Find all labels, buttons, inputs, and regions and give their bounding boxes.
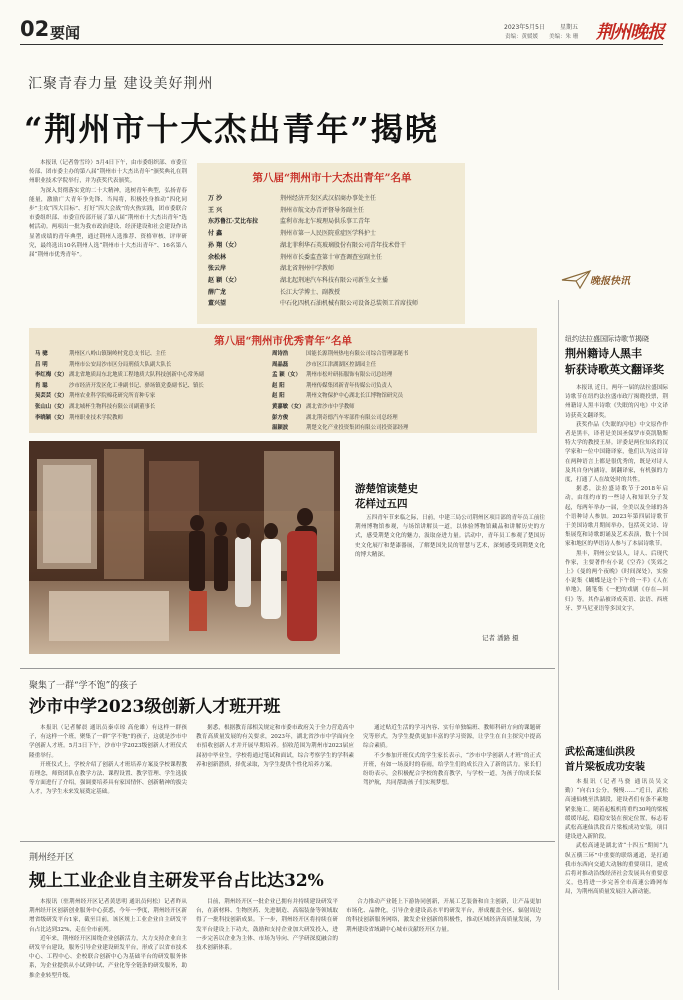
photo-story-paragraph: 五四青年节来临之际，日前，中建三局公司荆州区项目部的青年员工前往荆州博物馆参观，与场馆讲解员一道，以体验博物馆藏品和讲解历史的方式，感受荆楚文化的魅力，汲取奋进力量。活动中，青年员工参观了楚国历史文化展厅和楚漆器展，了解楚国先民的智慧与艺术，深刻感受到荆楚文化的博大精深。 [355, 515, 545, 558]
list-item [35, 413, 267, 424]
winner-name: 万 沙 [208, 195, 223, 202]
list-item [208, 252, 468, 264]
winner-title: 荆州文物保护中心湖北长江博物馆研究员 [306, 393, 404, 400]
lead-body [29, 159, 187, 319]
winner-title: 荆州传媒集团新青年传媒公司负责人 [306, 382, 393, 389]
winner-name: 东苏鲁江·艾比布拉 [208, 218, 259, 226]
winner-title: 湖北菲利华石英玻璃股份有限公司青年技术骨干 [280, 241, 407, 249]
top-ten-title: 第八届“荆州市十大杰出青年”名单 [252, 172, 412, 184]
list-item [272, 349, 534, 360]
story2-col3 [363, 724, 541, 834]
winner-title: 沙市区江津湖湖区控湖园主任 [306, 361, 377, 368]
photo-story-body [355, 514, 545, 630]
excellent-list-right [272, 349, 534, 434]
winner-title: 荆州职业技术学院教师 [69, 414, 123, 421]
news2-headline [565, 745, 645, 775]
winner-name: 张山山（女） [35, 403, 68, 410]
news1-body [565, 384, 668, 726]
winner-title: 湖北省地质局东北地质工程地质大队科技创新中心常务副 [69, 372, 204, 379]
winner-title: 沙市经济开发区化工垂副书记、驿场镇党委副书记、镇长 [69, 382, 204, 389]
photo-story-headline-line: 花样过五四 [355, 498, 408, 510]
story2-headline: 沙市中学2023级创新人才班开班 [29, 697, 281, 717]
list-item [208, 275, 468, 287]
story2-paragraph: 不少参加开班仪式的学生家长表示，“沙市中学创新人才班”的正式开班，有如一场及时的春雨，给学生们的成长注入了新的活力。家长们纷纷表示，会积极配合学校的教育教学，与学校一道，为孩子的成长保驾护航，共同帮助孩子们实现梦想。 [363, 752, 541, 787]
winner-name: 赵 阳 [272, 382, 285, 389]
story2-paragraph: 据悉，根据教育部相关规定和市委市政府关于全力营造高中教育高质量发展的有关要求，2023年，湖北省沙市中学面向全市招收创新人才并开展早期培养。招收范围为荆州市2023届应届初中毕业生，学校将通过笔试和面试，综合考察学生的学科素养和创新潜质，择优录取，为学生提供个性化培养方案。 [196, 725, 354, 768]
winner-name: 周晶磊 [272, 361, 289, 368]
winner-title: 长江大学博士、副教授 [280, 288, 341, 296]
list-item [35, 360, 267, 371]
photo-story-headline-line: 游楚馆读楚史 [355, 483, 418, 495]
story3-col1 [29, 898, 187, 993]
winner-name: 肖 聪 [35, 382, 48, 389]
winner-name: 孙 翔（女） [208, 241, 241, 249]
editor-credit: 责编：黄媛媛 [505, 34, 539, 40]
winner-name: 付 鑫 [208, 230, 223, 238]
list-item [208, 298, 468, 310]
story3-paragraph: 本报讯（驻荆州经开区记者黄思明 通讯员何松）记者昨从荆州经开区创新创业服务中心获悉，今年一季度，荆州经开区新增省级研发平台1家，截至目前，该区规上工业企业自主研发平台占比达到32%，走在全市前列。 [29, 899, 187, 933]
list-item [208, 205, 468, 217]
page-number: 02 [20, 17, 50, 41]
winner-name: 孟 颖（女） [272, 372, 301, 379]
list-item [208, 228, 468, 240]
issue-weekday: 星期五 [560, 24, 579, 31]
winner-title: 荆州市长委监查第十审查调查室副主任 [280, 253, 383, 261]
list-item [272, 360, 534, 371]
header-rule [20, 44, 663, 45]
list-item [35, 381, 267, 392]
winner-name: 吴芸芸（女） [35, 393, 68, 400]
photo-story-headline [355, 482, 418, 512]
lead-headline: “荆州市十大杰出青年”揭晓 [24, 110, 439, 148]
winner-title: 荆州农业科学院棉花研究所育种专家 [69, 393, 156, 400]
winner-name: 赵 阳 [272, 393, 285, 400]
section-rule [20, 841, 555, 842]
lead-paragraph: 本报讯（记者鲁雪玲）5月4日下午，由市委组织部、市委宣传部、团市委主办的第八届“荆州市十大杰出青年”颁奖典礼在荆州职业技术学院举行，并为获奖代表颁奖。 [29, 160, 187, 185]
news1-headline-line: 斩获诗歌英文翻译奖 [565, 363, 664, 376]
news2-paragraph: 武松高速是湖北省“十四五”期间“九纵五横三环”中重要的联络通道，是打通我市东西向交通大动脉的重要项目，建成后将对推动沿线经济社会发展具有重要意义，也将进一步完善全市高速公路网布局，为荆州高质量发展注入新动能。 [565, 843, 668, 896]
story3-paragraph: 合力推动产业链上下游协同创新，开展工艺装备和自主创新，让产品更加市场化、品牌化，引导企业建设高水平的研发平台，形成覆盖全区、辐射周边的科技创新服务网络，激发企业创新的积极性，推动区域经济高质量发展，为荆州建设省域副中心城市贡献经开区力量。 [346, 899, 541, 933]
list-item [208, 263, 468, 275]
story3-headline: 规上工业企业自主研发平台占比达32% [29, 871, 324, 891]
winner-name: 马 骢 [35, 351, 48, 357]
winner-title: 荆州市松叶研拓服饰有限公司总经理 [306, 372, 393, 379]
list-item [35, 402, 267, 413]
winner-name: 董兴望 [208, 300, 227, 308]
winner-title: 荆州市第一人民医院重症医学科护士 [280, 230, 377, 238]
winner-title: 湖北荆奇德汽车零部件有限公司总经理 [306, 414, 398, 421]
story2-paragraph: 本报讯（记者解晨 通讯员秦卓琼 高伦雄）有这样一群孩子，有这样一个班，聚集了一群“学不饱”的孩子，这就是沙市中学创新人才班。5月3日下午，沙市中学2023级创新人才班仪式隆重举行。 [29, 725, 187, 759]
winner-title: 监利市海北乍坡理局供乐事工青年 [280, 218, 371, 226]
story3-paragraph: 目前，荆州经开区一批企业已拥有并持续建设研发平台，在新材料、生物医药、先进制造、高端装备等领域取得了一批科技创新成果。下一步，荆州经开区将持续在研发平台建设上下功夫，鼓励和支持企业加大研发投入，进一步完善以企业为主体、市场为导向、产学研深度融合的技术创新体系。 [196, 899, 338, 952]
winner-name: 薛广龙 [208, 288, 227, 296]
issue-date: 2023年5月5日 [504, 24, 545, 31]
list-item [272, 413, 534, 424]
list-item [272, 391, 534, 402]
story2-kicker: 聚集了一群“学不饱”的孩子 [29, 681, 138, 691]
winner-name: 温颖波 [272, 425, 289, 432]
list-item [35, 349, 267, 360]
winner-name: 黄嘉敏（女） [272, 403, 305, 410]
excellent-title: 第八届“荆州市优秀青年”名单 [213, 335, 353, 347]
winner-name: 赵 颖（女） [208, 276, 241, 284]
list-item [208, 216, 468, 228]
winner-name: 彭方俊 [272, 414, 289, 421]
winner-title: 湖北起荆速汽车科技有限公司新生女主播 [280, 276, 389, 284]
news1-paragraph: 本报讯 近日，两年一届的法拉盛国际诗歌节在纽约法拉盛市政厅揭晓投票，荆州籍诗人黑丰诗歌《失眠的闪电》中文译诗获英文翻译奖。 [565, 385, 668, 419]
news1-kicker: 纽约法拉盛国际诗歌节揭晓 [565, 335, 649, 343]
museum-photo-image [29, 441, 340, 654]
story2-col1 [29, 724, 187, 834]
story2-col2 [196, 724, 354, 834]
news1-paragraph: 据悉，法拉盛诗歌节于2018年启动，由纽约市的一些诗人和知识分子发起，每两年举办一届，全美以及全球的各个语种诗人参加。2023年第四届诗歌节于美国诗歌月期间举办，包括英文诗、诗集展览和诗歌朗诵及艺术表演，数十个国家和地区的华语诗人参与了本届诗歌节。 [565, 486, 668, 548]
top-ten-list [208, 193, 468, 310]
winner-title: 国能长源荆州热电有限公司综合管理部秘书 [306, 351, 409, 357]
section-name: 要闻 [50, 24, 81, 42]
brief-logo-text: 晚报快讯 [590, 276, 630, 287]
list-item [35, 370, 267, 381]
news1-paragraph: 获奖作品《失眠的闪电》中文原作作者是黑丰，译者是美国圣保罗市莫凯勒斯特大学的教授王屏。评委是两位知名的汉学家和一位中国籍译家，他们认为这首诗在两种语言上都是很优秀的，既是对诗人及其自身内涵诗，制翻译家，有机强的力度，打通了人在故处时的共性。 [565, 421, 668, 484]
story3-paragraph: 近年来，荆州经开区围绕企业创新活力，大力支持企业自主研发平台建设，服务引导企业建设研发平台，形成了以省市技术中心、工程中心、企校联合创新中心为基础平台的研发服务体系，为企业提供从小试到中试、产业化等全链条的研发服务，助推企业转型升级。 [29, 935, 187, 979]
story3-kicker: 荆州经开区 [29, 853, 75, 863]
museum-photo [29, 441, 340, 654]
news2-headline-line: 首片梁板成功安装 [565, 762, 645, 773]
list-item [35, 391, 267, 402]
news2-body [565, 778, 668, 990]
story3-col2 [196, 898, 338, 993]
winner-title: 湖北省荆州中学教师 [280, 265, 335, 273]
news1-headline [565, 346, 664, 378]
story2-paragraph: 通过贴近生活的学习内容、实行单独编班、教师科研方向的课题研究等形式，为学生提供更加丰富的学习资源，让学生在自主探究中提高综合素质。 [363, 725, 541, 750]
lead-paragraph: 为深入贯彻落实党的二十大精神，选树青年典型，弘扬青春能量，激励广大青年争先锋、当闯将，积极投身推动“四化同步”主攻“四大目标”、打好“四大会战”的火热实践，团市委联合市委组织部、市委宣传部开展了第八届“荆州市十大杰出青年”选树活动。两项出一批为我市政治建设、经济建设和社会建设作出显著成绩的青年典型，通过荆州人选推荐、资格审核、评审研究，最终选出10名荆州人选“荆州市十大杰出青年”、16名第八届“荆州市优秀青年”。 [29, 187, 187, 259]
winner-title: 荆楚文化产业投资集团有限公司投资部经理 [306, 425, 409, 432]
story2-paragraph: 开班仪式上，学校介绍了创新人才班培养方案及学校课程教育理念，师资团队在教学方法、课程设置、教学管理、学生选拔等方面进行了介绍，强调要培养具有家国情怀、创新精神的拔尖人才，为学生未来发展奠定基础。 [29, 761, 187, 796]
news1-paragraph: 黑丰，荆州公安县人，诗人、后现代作家，主要著作有小说《空乔》《笑郊之上》《曼的两个夜晚》《时间深处》，实验小说集《蝴蝶是这个下午的一半》《人在单地》，随笔集《一把的戏剧《存在—回归》等。其作品被译成英语、法语、西班牙、罗马尼亚语等多国文字。 [565, 550, 668, 612]
winner-name: 李晓颖（女） [35, 414, 68, 421]
winner-title: 荆州市航文办青评督导务副主任 [280, 206, 365, 214]
designer-credit: 美编：朱 珊 [549, 34, 579, 40]
winner-name: 吕 明 [35, 361, 48, 368]
lead-kicker: 汇聚青春力量 建设美好荆州 [28, 76, 214, 92]
list-item [208, 193, 468, 205]
news2-paragraph: 本报讯（记者马骁 通讯员吴文勤）“向右1公分，慢慢……”近日，武松高速仙桃至洪湖段，建设者们有条不紊地紧张施工。随着起板机将重约30吨的梁板缓缓吊起，稳稳安装在预定位置，标志着武松高速仙洪段首片梁板成功安装，项目建设进入新阶段。 [565, 779, 668, 841]
winner-title: 中石化四机石油机械有限公司设备总装领工首席技师 [280, 300, 419, 308]
section-rule [20, 668, 555, 669]
winner-title: 湖北城杯生物科技有限公司副董事长 [69, 403, 156, 410]
list-item [272, 370, 534, 381]
news2-headline-line: 武松高速仙洪段 [565, 747, 635, 758]
list-item [272, 423, 534, 434]
photo-credit: 记者 潘路 摄 [482, 634, 519, 642]
winner-title: 湖北省沙市中学教师 [306, 403, 355, 410]
winner-name: 王 兴 [208, 206, 223, 214]
winner-title: 荆州区八岭山镇铜岭村党总支书记、主任 [69, 351, 167, 357]
winner-name: 张云岸 [208, 265, 227, 273]
list-item [272, 381, 534, 392]
list-item [272, 402, 534, 413]
right-column-divider [558, 300, 559, 990]
story3-col3 [346, 898, 541, 993]
winner-name: 余松林 [208, 253, 227, 261]
newspaper-logo: 荆州晚报 [596, 22, 664, 43]
list-item [208, 240, 468, 252]
excellent-list-left [35, 349, 267, 423]
winner-title: 荆州经济开发区武汉招商办事处主任 [280, 195, 377, 202]
list-item [208, 287, 468, 299]
winner-name: 李红梅（女） [35, 372, 68, 379]
winner-title: 荆州市公安局沙市区分局刑侦大队副大队长 [69, 361, 172, 368]
winner-name: 周诗浩 [272, 351, 289, 357]
news1-headline-line: 荆州籍诗人黑丰 [565, 347, 642, 360]
